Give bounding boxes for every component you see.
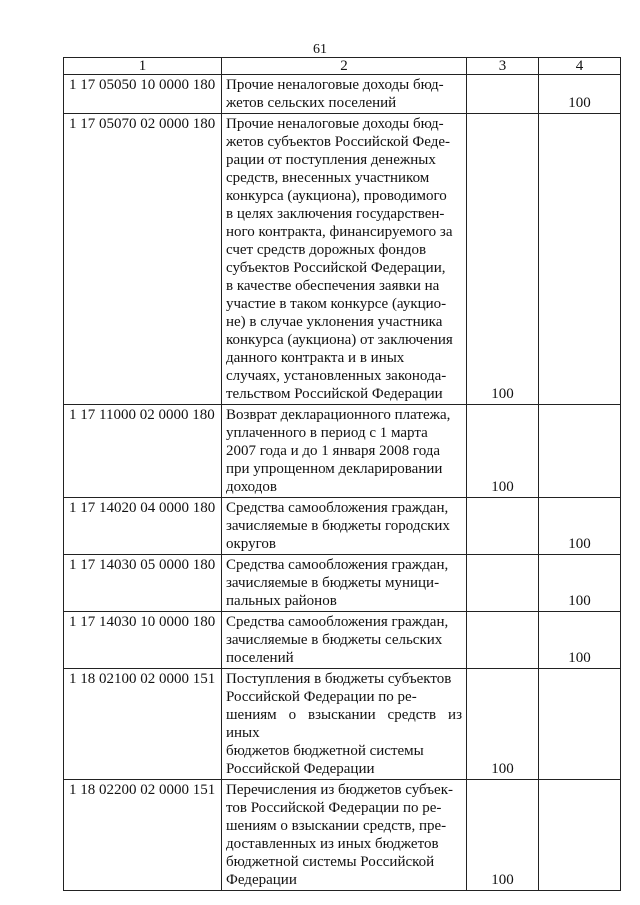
- col3-cell: [467, 555, 539, 612]
- description-text: Средства самообложения граждан, зачисляемые в бюджеты муници- пальных районов: [226, 557, 449, 609]
- column-header: 1: [64, 58, 222, 75]
- description-cell: [222, 405, 467, 498]
- description-text: Поступления в бюджеты субъектов Российской Федерации по ре- шениям о взыскании средств из иных бюджетов бюджетной системы Российской Федерации: [226, 671, 462, 777]
- description-text: Перечисления из бюджетов субъек- тов Российской Федерации по ре- шениям о взыскании средств, пре- доставленных из иных бюджетов бюджетной системы Российской Федерации: [226, 782, 453, 888]
- description-text: Возврат декларационного платежа, уплаченного в период с 1 марта 2007 года и до 1 января 2008 года при упрощенном декларировании доходов: [226, 407, 451, 495]
- description-cell: [222, 498, 467, 555]
- table-row: [64, 114, 621, 405]
- budget-code-cell: 1 17 05070 02 0000 180: [64, 114, 222, 405]
- column-header: 2: [222, 58, 467, 75]
- budget-code-cell: 1 17 14030 05 0000 180: [64, 555, 222, 612]
- col4-cell: [539, 780, 621, 891]
- col4-value: 100: [568, 536, 591, 552]
- budget-code-cell: 1 17 14030 10 0000 180: [64, 612, 222, 669]
- col3-value: 100: [491, 872, 514, 888]
- description-cell: [222, 75, 467, 114]
- col4-value: 100: [568, 95, 591, 111]
- column-header: 3: [467, 58, 539, 75]
- col3-cell: [467, 669, 539, 780]
- col4-cell: [539, 555, 621, 612]
- col3-cell: [467, 75, 539, 114]
- description-cell: [222, 612, 467, 669]
- col4-cell: [539, 405, 621, 498]
- budget-code-cell: 1 18 02100 02 0000 151: [64, 669, 222, 780]
- budget-code-cell: 1 17 14020 04 0000 180: [64, 498, 222, 555]
- col3-cell: [467, 780, 539, 891]
- col3-value: 100: [491, 761, 514, 777]
- table-row: [64, 75, 621, 114]
- description-text: Средства самообложения граждан, зачисляемые в бюджеты городских округов: [226, 500, 450, 552]
- description-text: Прочие неналоговые доходы бюд- жетов сельских поселений: [226, 77, 444, 111]
- budget-code-cell: 1 17 05050 10 0000 180: [64, 75, 222, 114]
- col4-value: 100: [568, 650, 591, 666]
- table-row: [64, 498, 621, 555]
- column-header: 4: [539, 58, 621, 75]
- col3-cell: [467, 498, 539, 555]
- description-cell: [222, 114, 467, 405]
- budget-code-cell: 1 18 02200 02 0000 151: [64, 780, 222, 891]
- col4-cell: [539, 75, 621, 114]
- description-cell: [222, 669, 467, 780]
- col3-cell: [467, 612, 539, 669]
- col4-cell: [539, 114, 621, 405]
- description-text: Средства самообложения граждан, зачисляемые в бюджеты сельских поселений: [226, 614, 449, 666]
- budget-code-cell: 1 17 11000 02 0000 180: [64, 405, 222, 498]
- table-row: [64, 612, 621, 669]
- col3-cell: [467, 114, 539, 405]
- col4-cell: [539, 669, 621, 780]
- table-row: [64, 669, 621, 780]
- table-row: [64, 555, 621, 612]
- col4-cell: [539, 612, 621, 669]
- col4-value: 100: [568, 593, 591, 609]
- budget-classification-table: [63, 57, 621, 891]
- table-row: [64, 780, 621, 891]
- col4-cell: [539, 498, 621, 555]
- description-cell: [222, 555, 467, 612]
- table-row: [64, 405, 621, 498]
- description-text: Прочие неналоговые доходы бюд- жетов субъектов Российской Феде- рации от поступления денежных средств, внесенных участником конкурса (аукциона), проводимого в целях заключения государствен- ного контракта, финансируемого за счет средств дорожных фондов субъектов Российской Федерации, в качестве обеспечения заявки на участие в таком конкурсе (аукцио- не) в случае уклонения участника конкурса (аукциона) от заключения данного контракта и в иных случаях, установленных законода- тельством Российской Федерации: [226, 116, 453, 402]
- page-number: 61: [313, 42, 327, 57]
- description-cell: [222, 780, 467, 891]
- table-header-row: [64, 58, 621, 75]
- col3-value: 100: [491, 479, 514, 495]
- col3-cell: [467, 405, 539, 498]
- col3-value: 100: [491, 386, 514, 402]
